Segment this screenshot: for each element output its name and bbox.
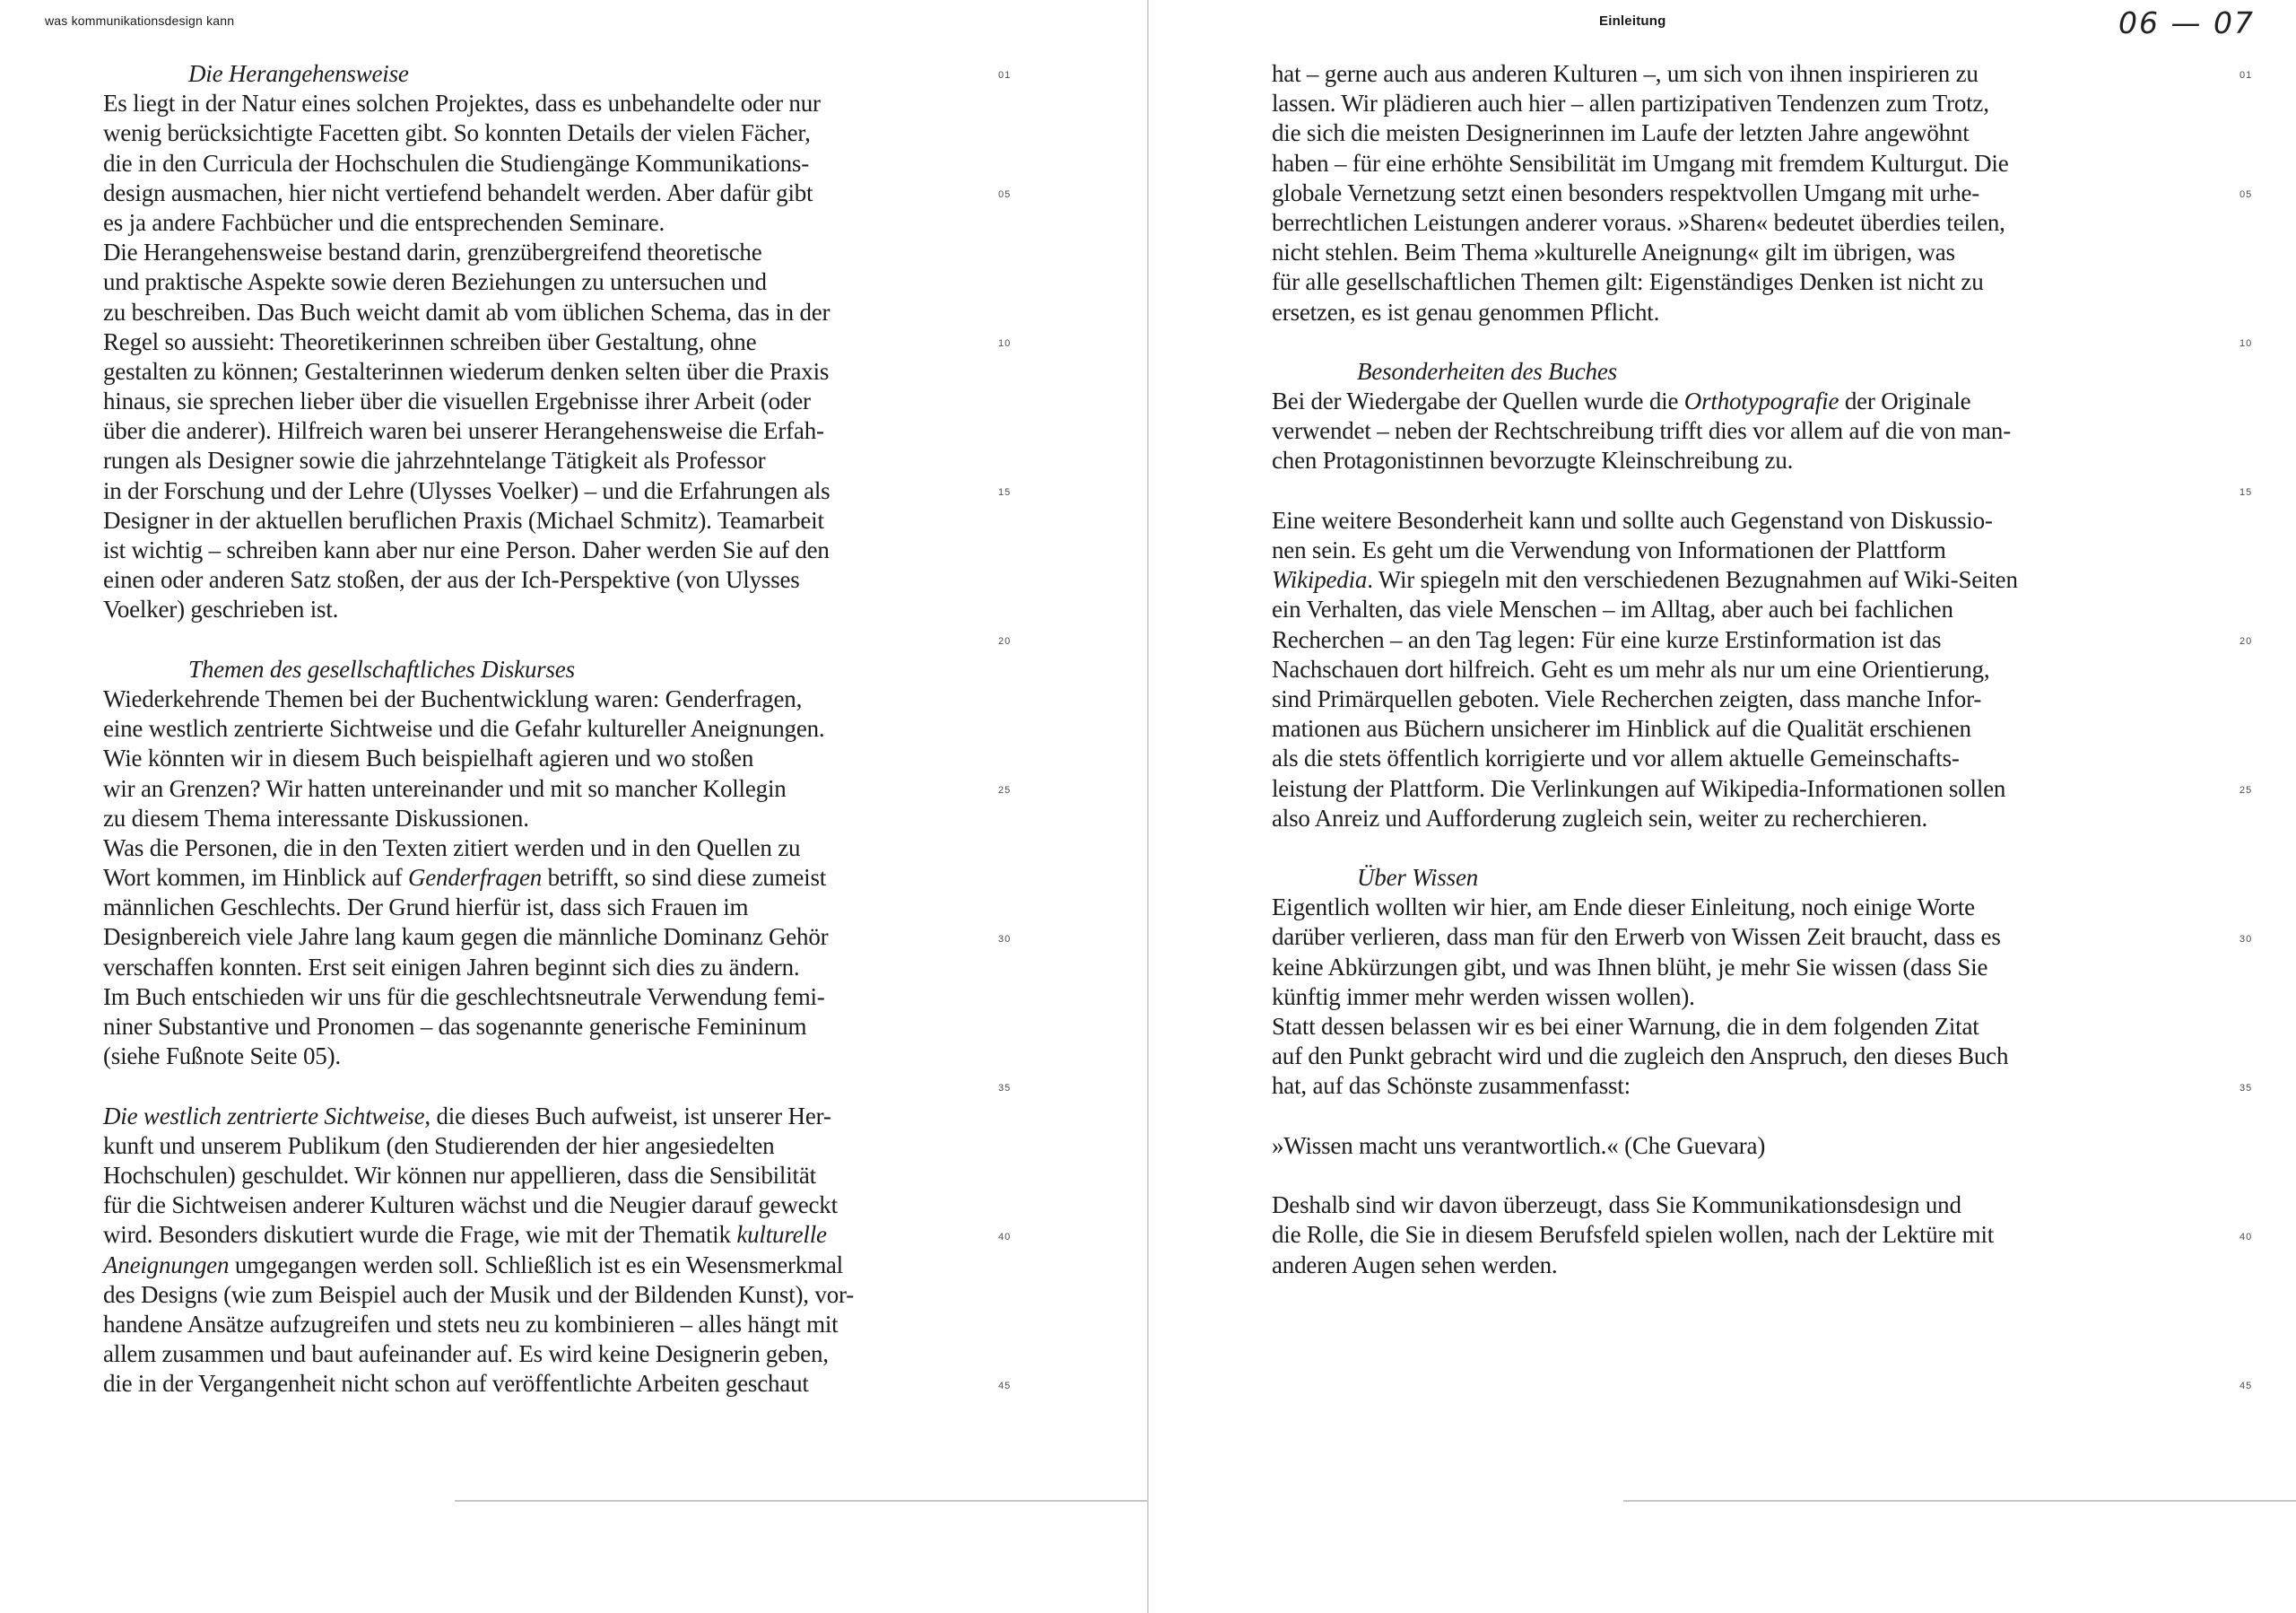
text-line: Recherchen – an den Tag legen: Für eine kurze Erstinformation ist das: [1272, 625, 1942, 653]
text-line: hat, auf das Schönste zusammenfasst:: [1272, 1072, 1631, 1100]
text-line: Nachschauen dort hilfreich. Geht es um mehr als nur um eine Orientierung,: [1272, 655, 1990, 683]
text-line: handene Ansätze aufzugreifen und stets neu zu kombinieren – alles hängt mit: [103, 1310, 839, 1338]
text-line: »Wissen macht uns verantwortlich.« (Che Guevara): [1272, 1131, 1766, 1159]
text-line: die Rolle, die Sie in diesem Berufsfeld spielen wollen, nach der Lektüre mit: [1272, 1221, 1995, 1249]
text-line: Wort kommen, im Hinblick auf Genderfragen betrifft, so sind diese zumeist: [103, 864, 827, 892]
text-line: niner Substantive und Pronomen – das sogenannte generische Femininum: [103, 1013, 807, 1040]
text-line: allem zusammen und baut aufeinander auf. Es wird keine Designerin geben,: [103, 1340, 829, 1368]
text-line: zu beschreiben. Das Buch weicht damit ab vom üblichen Schema, das in der: [103, 298, 831, 326]
text-line: gestalten zu können; Gestalterinnen wiederum denken selten über die Praxis: [103, 357, 830, 385]
text-line: Bei der Wiedergabe der Quellen wurde die Orthotypografie der Originale: [1272, 388, 1971, 415]
section-heading: Themen des gesellschaftliches Diskurses: [188, 655, 575, 683]
text-line: die in der Vergangenheit nicht schon auf veröffentlichte Arbeiten geschaut: [103, 1370, 809, 1398]
running-head-right: Einleitung: [1599, 13, 1666, 29]
text-line: berrechtlichen Leistungen anderer voraus. »Sharen« bedeutet überdies teilen,: [1272, 208, 2005, 236]
margin-line-number: 25: [998, 784, 1012, 796]
margin-line-number: 30: [2239, 933, 2253, 945]
text-line: in der Forschung und der Lehre (Ulysses Voelker) – und die Erfahrungen als: [103, 476, 831, 504]
text-line: also Anreiz und Aufforderung zugleich sein, weiter zu recherchieren.: [1272, 804, 1928, 832]
text-line: ein Verhalten, das viele Menschen – im Alltag, aber auch bei fachlichen: [1272, 596, 1953, 623]
text-line: wird. Besonders diskutiert wurde die Frage, wie mit der Thematik kulturelle: [103, 1221, 827, 1249]
text-line: Es liegt in der Natur eines solchen Projektes, dass es unbehandelte oder nur: [103, 90, 821, 118]
text-line: Aneignungen umgegangen werden soll. Schließlich ist es ein Wesensmerkmal: [103, 1251, 843, 1278]
text-line: Statt dessen belassen wir es bei einer Warnung, die in dem folgenden Zitat: [1272, 1013, 1979, 1040]
blank-line: [103, 625, 1012, 655]
margin-line-number: 40: [998, 1231, 1012, 1242]
margin-line-number: 35: [998, 1082, 1012, 1094]
text-line: über die anderer). Hilfreich waren bei unserer Herangehensweise die Erfah-: [103, 417, 824, 445]
page-right: [1148, 0, 2296, 1613]
text-line: verschaffen konnten. Erst seit einigen Jahren beginnt sich dies zu ändern.: [103, 953, 800, 981]
text-line: globale Vernetzung setzt einen besonders respektvollen Umgang mit urhe-: [1272, 179, 1980, 206]
text-line: rungen als Designer sowie die jahrzehntelange Tätigkeit als Professor: [103, 447, 766, 475]
text-line: leistung der Plattform. Die Verlinkungen auf Wikipedia-Informationen sollen: [1272, 774, 2006, 802]
text-line: wenig berücksichtigte Facetten gibt. So konnten Details der vielen Fächer,: [103, 119, 811, 147]
text-line: auf den Punkt gebracht wird und die zugleich den Anspruch, den dieses Buch: [1272, 1042, 2009, 1070]
text-line: Die Herangehensweise bestand darin, grenzübergreifend theoretische: [103, 239, 762, 266]
margin-line-number: 20: [998, 635, 1012, 647]
text-line: Eigentlich wollten wir hier, am Ende dieser Einleitung, noch einige Worte: [1272, 894, 1975, 921]
section-heading: Besonderheiten des Buches: [1357, 357, 1617, 385]
text-line: ersetzen, es ist genau genommen Pflicht.: [1272, 298, 1660, 326]
text-line: Wiederkehrende Themen bei der Buchentwicklung waren: Genderfragen,: [103, 684, 803, 712]
text-line: kunft und unserem Publikum (den Studierenden der hier angesiedelten: [103, 1131, 775, 1159]
text-line: nicht stehlen. Beim Thema »kulturelle Aneignung« gilt im übrigen, was: [1272, 239, 1955, 266]
text-line: Designer in der aktuellen beruflichen Praxis (Michael Schmitz). Teamarbeit: [103, 506, 824, 534]
margin-line-number: 10: [2239, 337, 2253, 349]
line-number-margin-left: [998, 0, 1052, 1613]
text-line: Hochschulen) geschuldet. Wir können nur appellieren, dass die Sensibilität: [103, 1161, 816, 1189]
text-line: Die westlich zentrierte Sichtweise, die dieses Buch aufweist, ist unserer Her-: [103, 1102, 831, 1129]
text-line: Was die Personen, die in den Texten zitiert werden und in den Quellen zu: [103, 833, 801, 861]
text-line: Deshalb sind wir davon überzeugt, dass Sie Kommunikationsdesign und: [1272, 1191, 1961, 1219]
text-line: keine Abkürzungen gibt, und was Ihnen blüht, je mehr Sie wissen (dass Sie: [1272, 953, 1988, 981]
running-head-left: was kommunikationsdesign kann: [45, 13, 235, 28]
margin-line-number: 01: [998, 70, 1012, 81]
section-heading: Die Herangehensweise: [188, 60, 409, 87]
margin-line-number: 01: [2239, 70, 2253, 81]
text-line: Voelker) geschrieben ist.: [103, 596, 339, 623]
blank-line: [1272, 327, 2178, 357]
text-line: sind Primärquellen geboten. Viele Recherchen zeigten, dass manche Infor-: [1272, 684, 1982, 712]
margin-line-number: 40: [2239, 1231, 2253, 1242]
text-line: hinaus, sie sprechen lieber über die visuellen Ergebnisse ihrer Arbeit (oder: [103, 388, 811, 415]
margin-line-number: 25: [2239, 784, 2253, 796]
text-line: verwendet – neben der Rechtschreibung trifft dies vor allem auf die von man-: [1272, 417, 2012, 445]
footer-rule-left: [455, 1500, 1148, 1502]
text-line: (siehe Fußnote Seite 05).: [103, 1042, 341, 1070]
text-line: Designbereich viele Jahre lang kaum gegen die männliche Dominanz Gehör: [103, 923, 829, 951]
text-line: und praktische Aspekte sowie deren Beziehungen zu untersuchen und: [103, 268, 767, 296]
text-line: als die stets öffentlich korrigierte und vor allem aktuelle Gemeinschafts-: [1272, 745, 1960, 772]
margin-line-number: 45: [2239, 1380, 2253, 1391]
text-line: des Designs (wie zum Beispiel auch der Musik und der Bildenden Kunst), vor-: [103, 1280, 855, 1308]
text-line: für alle gesellschaftlichen Themen gilt: Eigenständiges Denken ist nicht zu: [1272, 268, 1984, 296]
blank-line: [1272, 1102, 2178, 1131]
footer-rule-right: [1623, 1500, 2296, 1502]
text-line: haben – für eine erhöhte Sensibilität im Umgang mit fremdem Kulturgut. Die: [1272, 149, 2009, 177]
text-line: chen Protagonistinnen bevorzugte Kleinschreibung zu.: [1272, 447, 1794, 475]
text-line: anderen Augen sehen werden.: [1272, 1251, 1558, 1278]
text-line: es ja andere Fachbücher und die entsprechenden Seminare.: [103, 208, 665, 236]
margin-line-number: 05: [2239, 188, 2253, 200]
text-line: Wikipedia. Wir spiegeln mit den verschiedenen Bezugnahmen auf Wiki-Seiten: [1272, 566, 2018, 594]
text-line: einen oder anderen Satz stoßen, der aus der Ich-Perspektive (von Ulysses: [103, 566, 800, 594]
margin-line-number: 05: [998, 188, 1012, 200]
text-line: für die Sichtweisen anderer Kulturen wächst und die Neugier darauf geweckt: [103, 1191, 838, 1219]
text-line: lassen. Wir plädieren auch hier – allen partizipativen Tendenzen zum Trotz,: [1272, 90, 1989, 118]
section-heading: Über Wissen: [1357, 864, 1479, 892]
text-line: Eine weitere Besonderheit kann und sollte auch Gegenstand von Diskussio-: [1272, 506, 1993, 534]
text-line: Regel so aussieht: Theoretikerinnen schreiben über Gestaltung, ohne: [103, 327, 757, 355]
margin-line-number: 30: [998, 933, 1012, 945]
blank-line: [1272, 1161, 2178, 1190]
text-line: design ausmachen, hier nicht vertiefend behandelt werden. Aber dafür gibt: [103, 179, 813, 206]
text-line: Im Buch entschieden wir uns für die geschlechtsneutrale Verwendung femi-: [103, 982, 825, 1010]
text-line: mationen aus Büchern unsicherer im Hinblick auf die Qualität erschienen: [1272, 715, 1971, 743]
line-number-margin-right: [2239, 0, 2293, 1613]
text-line: zu diesem Thema interessante Diskussionen.: [103, 804, 529, 832]
blank-line: [1272, 833, 2178, 863]
blank-line: [1272, 476, 2178, 506]
text-column-right: [1272, 59, 2178, 1280]
text-line: männlichen Geschlechts. Der Grund hierfür ist, dass sich Frauen im: [103, 894, 749, 921]
text-line: die in den Curricula der Hochschulen die Studiengänge Kommunikations-: [103, 149, 810, 177]
text-column-left: [103, 59, 1012, 1399]
margin-line-number: 15: [2239, 486, 2253, 498]
margin-line-number: 10: [998, 337, 1012, 349]
text-line: künftig immer mehr werden wissen wollen).: [1272, 982, 1695, 1010]
margin-line-number: 45: [998, 1380, 1012, 1391]
text-line: hat – gerne auch aus anderen Kulturen –, um sich von ihnen inspirieren zu: [1272, 60, 1979, 87]
margin-line-number: 35: [2239, 1082, 2253, 1094]
blank-line: [103, 1071, 1012, 1101]
text-line: Wie könnten wir in diesem Buch beispielhaft agieren und wo stoßen: [103, 745, 754, 772]
text-line: wir an Grenzen? Wir hatten untereinander und mit so mancher Kollegin: [103, 774, 787, 802]
text-line: eine westlich zentrierte Sichtweise und die Gefahr kultureller Aneignungen.: [103, 715, 825, 743]
margin-line-number: 20: [2239, 635, 2253, 647]
text-line: ist wichtig – schreiben kann aber nur eine Person. Daher werden Sie auf den: [103, 536, 830, 563]
text-line: nen sein. Es geht um die Verwendung von Informationen der Plattform: [1272, 536, 1946, 563]
page-number: 06 — 07: [2118, 5, 2255, 40]
margin-line-number: 15: [998, 486, 1012, 498]
text-line: die sich die meisten Designerinnen im Laufe der letzten Jahre angewöhnt: [1272, 119, 1970, 147]
text-line: darüber verlieren, dass man für den Erwerb von Wissen Zeit braucht, dass es: [1272, 923, 2001, 951]
